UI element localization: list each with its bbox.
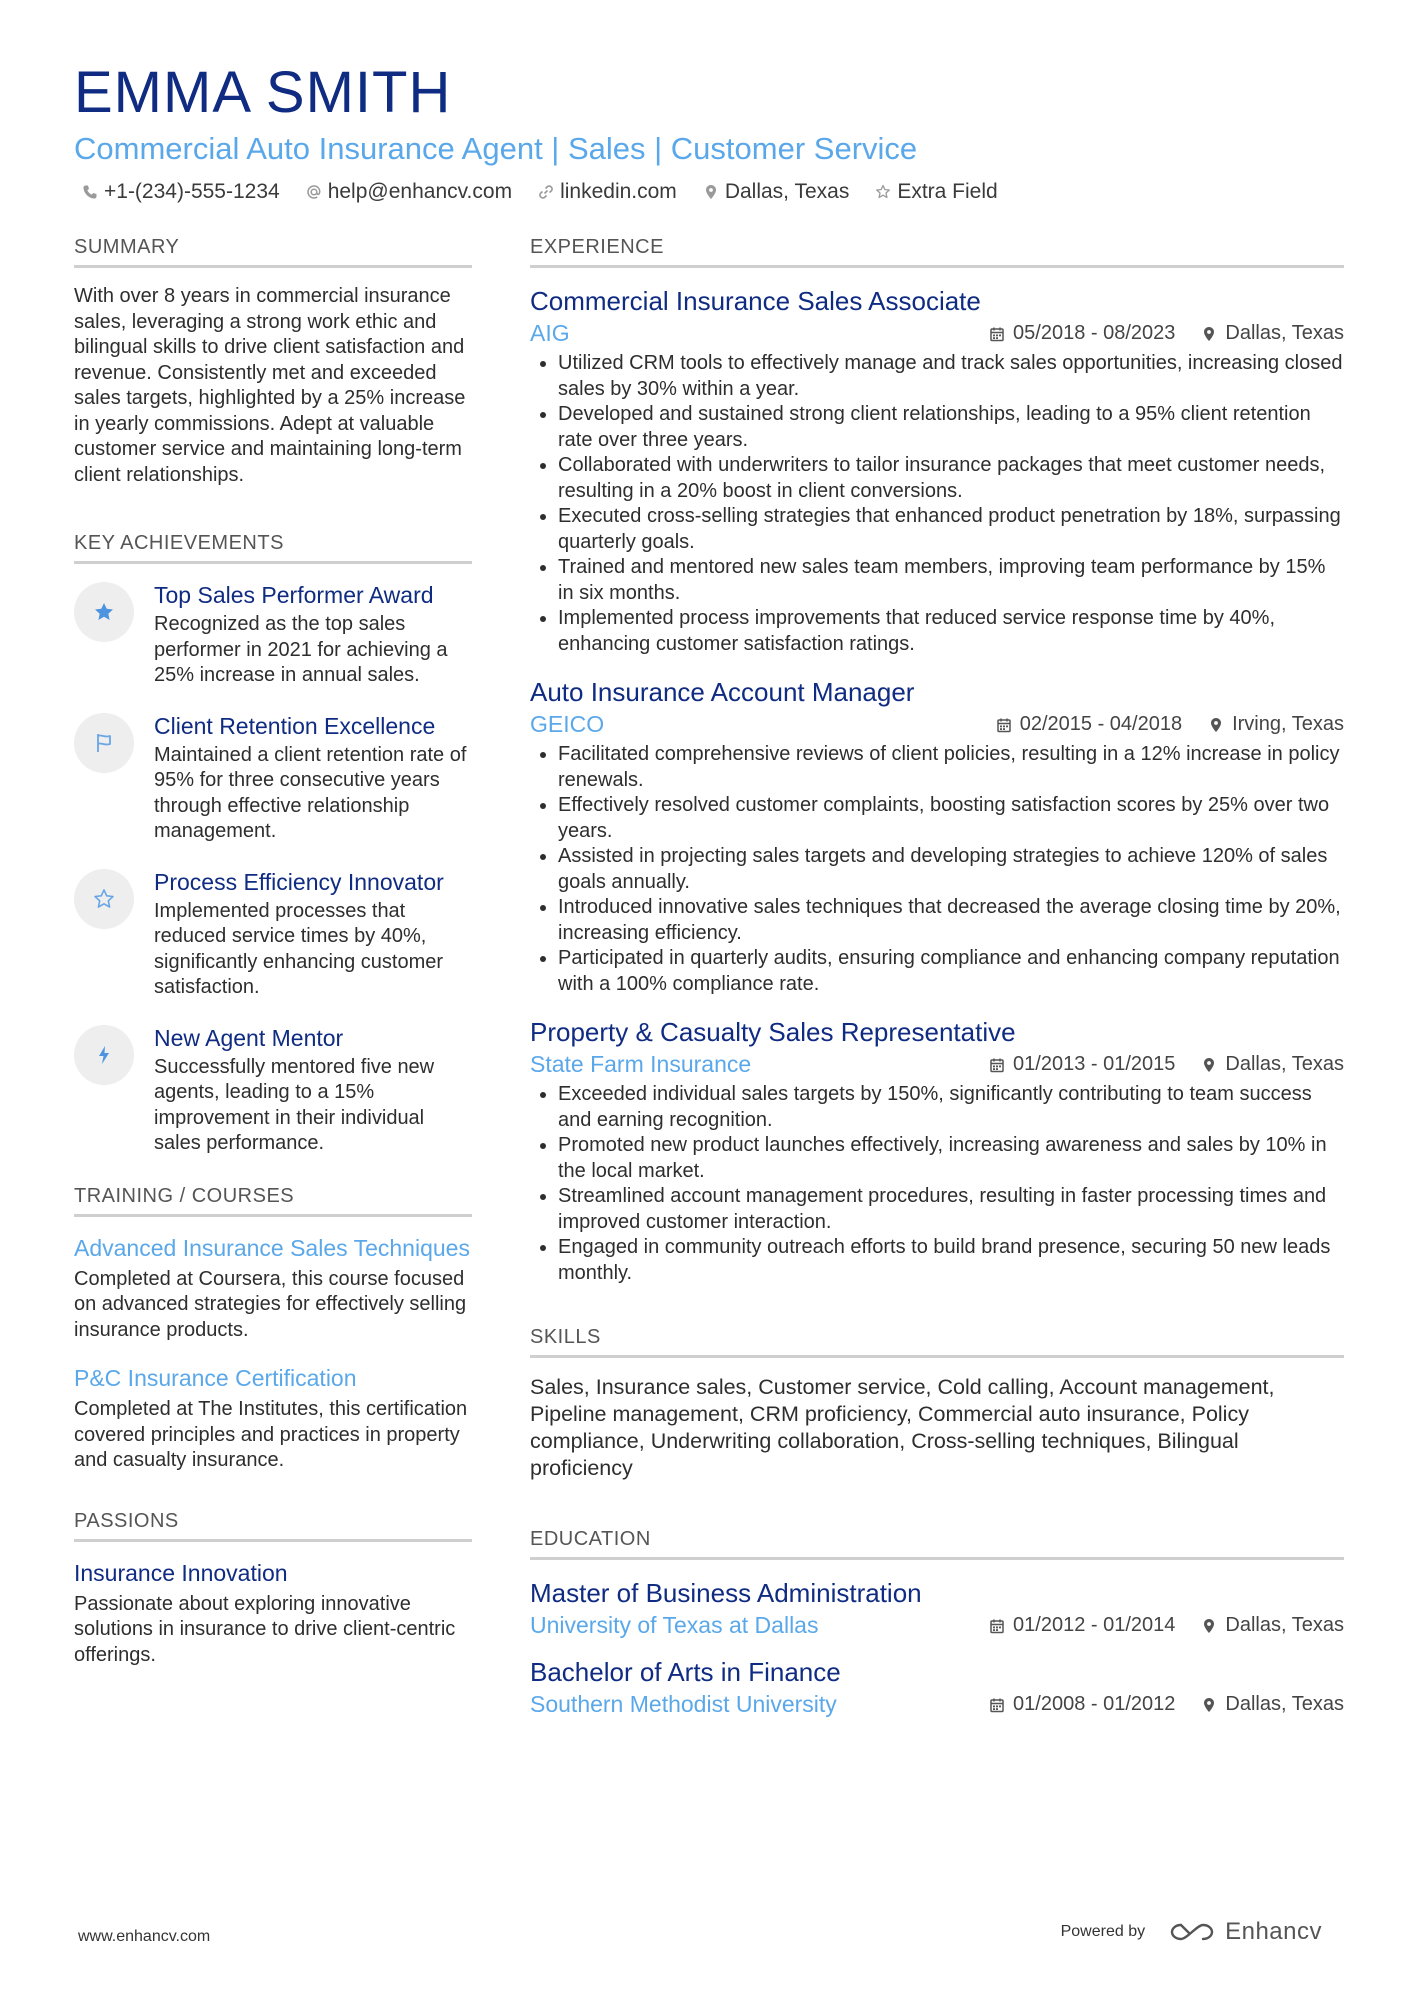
experience-heading: EXPERIENCE — [530, 236, 1344, 268]
education-school: Southern Methodist University — [530, 1691, 837, 1717]
footer-branding — [1061, 1918, 1322, 1946]
calendar-icon — [989, 1618, 1005, 1634]
contact-email[interactable] — [306, 180, 512, 204]
achievement-desc: Recognized as the top sales performer in 2021 for achieving a 25% increase in annual sales. — [154, 613, 448, 686]
achievement-item — [74, 867, 472, 1001]
enhancv-logo[interactable] — [1169, 1918, 1322, 1946]
summary-heading: SUMMARY — [74, 236, 472, 268]
resume-header — [74, 60, 1344, 204]
location-pin-icon — [1201, 1057, 1217, 1073]
at-icon — [306, 184, 322, 200]
contact-location — [703, 180, 850, 204]
passion-desc: Passionate about exploring innovative solutions in insurance to drive client-centric offerings. — [74, 1592, 456, 1666]
job-bullet: • Participated in quarterly audits, ensuring compliance and enhancing company reputation with a 100% compliance rate. — [558, 946, 1344, 997]
education-section — [530, 1528, 1344, 1718]
passion-title: Insurance Innovation — [74, 1559, 288, 1586]
education-school: University of Texas at Dallas — [530, 1612, 819, 1638]
job-bullet: • Streamlined account management procedures, resulting in faster processing times and improved customer interaction. — [558, 1184, 1344, 1235]
achievement-desc: Implemented processes that reduced service times by 40%, significantly enhancing customer satisfaction. — [154, 899, 444, 998]
job-bullet: • Executed cross-selling strategies that enhanced product penetration by 18%, surpassing quarterly goals. — [558, 504, 1344, 555]
job-meta — [530, 1051, 1344, 1078]
flag-icon — [74, 713, 134, 773]
achievement-item — [74, 580, 472, 689]
education-location-text: Dallas, Texas — [1225, 1614, 1344, 1636]
job-bullet: • Effectively resolved customer complaints, boosting satisfaction scores by 25% over two years. — [558, 793, 1344, 844]
education-entry — [530, 1576, 1344, 1639]
education-entry — [530, 1655, 1344, 1718]
job-location — [1201, 1053, 1344, 1076]
education-degree: Master of Business Administration — [530, 1578, 922, 1608]
calendar-icon — [989, 1057, 1005, 1073]
contact-extra-field — [875, 180, 997, 204]
location-pin-icon — [1201, 1618, 1217, 1634]
job-meta — [530, 320, 1344, 347]
job-dates — [989, 322, 1175, 345]
job-company: GEICO — [530, 711, 605, 737]
job-location — [1208, 713, 1344, 736]
achievement-desc: Successfully mentored five new agents, leading to a 15% improvement in their individual sales performance. — [154, 1055, 435, 1154]
summary-text: With over 8 years in commercial insurance sales, leveraging a strong work ethic and bilingual skills to drive client satisfaction and revenue. Consistently met and exceeded sales targets, highlighted by a 25% increase in yearly commissions. Adept at valuable customer service and maintaining long-term client relationships. — [74, 285, 466, 486]
achievements-section — [74, 532, 472, 1157]
passions-section — [74, 1510, 472, 1669]
achievement-title: New Agent Mentor — [154, 1024, 344, 1051]
course-desc: Completed at The Institutes, this certification covered principles and practices in property and casualty insurance. — [74, 1398, 468, 1471]
job-bullet: • Promoted new product launches effectively, increasing awareness and sales by 10% in the local market. — [558, 1133, 1344, 1184]
job-bullets — [530, 351, 1344, 657]
experience-section — [530, 236, 1344, 1286]
passions-heading: PASSIONS — [74, 1510, 472, 1542]
course-item — [74, 1233, 472, 1344]
contact-email-text: help@enhancv.com — [327, 180, 513, 203]
summary-section — [74, 236, 472, 488]
job-meta — [530, 711, 1344, 738]
location-pin-icon — [703, 184, 719, 200]
education-meta-right — [989, 1693, 1344, 1716]
achievement-title: Process Efficiency Innovator — [154, 868, 444, 895]
lightning-icon — [74, 1025, 134, 1085]
education-dates — [989, 1614, 1175, 1637]
job-bullet: • Exceeded individual sales targets by 150%, significantly contributing to team success and earning recognition. — [558, 1082, 1344, 1133]
contact-phone-text: +1-(234)-555-1234 — [104, 180, 280, 203]
job-location-text: Dallas, Texas — [1225, 322, 1344, 344]
job-bullets — [530, 742, 1344, 997]
job-entry — [530, 675, 1344, 997]
education-meta — [530, 1612, 1344, 1639]
job-bullet: • Assisted in projecting sales targets and developing strategies to achieve 120% of sales goals annually. — [558, 844, 1344, 895]
job-company: AIG — [530, 320, 570, 346]
left-column — [74, 236, 472, 1668]
job-location-text: Dallas, Texas — [1225, 1053, 1344, 1075]
passion-item — [74, 1558, 472, 1669]
job-bullet: • Collaborated with underwriters to tailor insurance packages that meet customer needs, resulting in a 20% boost in client conversions. — [558, 453, 1344, 504]
job-title: Property & Casualty Sales Representative — [530, 1017, 1016, 1047]
location-pin-icon — [1208, 717, 1224, 733]
location-pin-icon — [1201, 1697, 1217, 1713]
achievements-heading: KEY ACHIEVEMENTS — [74, 532, 472, 564]
job-meta-right — [989, 1053, 1344, 1076]
contact-bar — [74, 180, 1344, 204]
calendar-icon — [989, 1697, 1005, 1713]
achievement-item — [74, 1023, 472, 1157]
job-bullet: • Implemented process improvements that reduced service response time by 40%, enhancing customer satisfaction ratings. — [558, 606, 1344, 657]
job-location — [1201, 322, 1344, 345]
star-icon — [875, 184, 891, 200]
candidate-name: EMMA SMITH — [74, 60, 452, 125]
candidate-title: Commercial Auto Insurance Agent | Sales | Customer Service — [74, 131, 918, 166]
course-title: Advanced Insurance Sales Techniques — [74, 1234, 470, 1261]
job-dates — [996, 713, 1182, 736]
skills-text: Sales, Insurance sales, Customer service, Cold calling, Account management, Pipeline management, CRM proficiency, Commercial auto insurance, Policy compliance, Underwriting collaboration, Cross-selling techniques, Bilingual proficiency — [530, 1375, 1275, 1480]
job-bullets — [530, 1082, 1344, 1286]
skills-section — [530, 1326, 1344, 1482]
training-section — [74, 1185, 472, 1474]
achievement-desc: Maintained a client retention rate of 95% for three consecutive years through effective relationship management. — [154, 743, 467, 842]
education-meta — [530, 1691, 1344, 1718]
job-dates-text: 05/2018 - 08/2023 — [1013, 322, 1176, 344]
powered-by-text: Powered by — [1060, 1923, 1146, 1940]
job-location-text: Irving, Texas — [1232, 713, 1344, 735]
contact-extra-field-text: Extra Field — [897, 180, 998, 203]
education-dates — [989, 1693, 1175, 1716]
job-bullet: • Introduced innovative sales techniques that decreased the average closing time by 20%, increasing efficiency. — [558, 895, 1344, 946]
education-dates-text: 01/2008 - 01/2012 — [1013, 1693, 1176, 1715]
right-column — [530, 236, 1344, 1734]
job-dates — [989, 1053, 1175, 1076]
job-title: Auto Insurance Account Manager — [530, 677, 915, 707]
course-title: P&C Insurance Certification — [74, 1365, 357, 1391]
star-outline-icon — [74, 869, 134, 929]
education-location — [1201, 1693, 1344, 1716]
contact-location-text: Dallas, Texas — [724, 180, 850, 203]
job-bullet: • Trained and mentored new sales team members, improving team performance by 15% in six months. — [558, 555, 1344, 606]
infinity-logo-icon — [1169, 1920, 1215, 1944]
location-pin-icon — [1201, 326, 1217, 342]
star-filled-icon — [74, 582, 134, 642]
calendar-icon — [996, 717, 1012, 733]
education-degree: Bachelor of Arts in Finance — [530, 1657, 841, 1687]
job-company: State Farm Insurance — [530, 1051, 752, 1077]
job-entry — [530, 1015, 1344, 1286]
education-dates-text: 01/2012 - 01/2014 — [1013, 1614, 1176, 1636]
course-desc: Completed at Coursera, this course focused on advanced strategies for effectively selling insurance products. — [74, 1267, 467, 1341]
education-location-text: Dallas, Texas — [1225, 1693, 1344, 1715]
training-heading: TRAINING / COURSES — [74, 1185, 472, 1217]
skills-heading: SKILLS — [530, 1326, 1344, 1358]
job-bullet: • Utilized CRM tools to effectively manage and track sales opportunities, increasing closed sales by 30% within a year. — [558, 351, 1344, 402]
achievement-title: Client Retention Excellence — [154, 712, 436, 739]
education-heading: EDUCATION — [530, 1528, 1344, 1560]
contact-phone[interactable] — [82, 180, 280, 204]
job-entry — [530, 284, 1344, 657]
achievement-item — [74, 711, 472, 845]
contact-linkedin-text: linkedin.com — [560, 180, 677, 203]
footer-website[interactable]: www.enhancv.com — [78, 1928, 211, 1945]
education-meta-right — [989, 1614, 1344, 1637]
achievement-title: Top Sales Performer Award — [154, 582, 434, 608]
job-dates-text: 02/2015 - 04/2018 — [1019, 713, 1183, 735]
job-meta-right — [996, 713, 1344, 736]
job-meta-right — [989, 322, 1344, 345]
job-bullet: • Engaged in community outreach efforts to build brand presence, securing 50 new leads monthly. — [558, 1235, 1344, 1286]
job-bullet: • Facilitated comprehensive reviews of client policies, resulting in a 12% increase in policy renewals. — [558, 742, 1344, 793]
phone-icon — [82, 184, 98, 200]
job-dates-text: 01/2013 - 01/2015 — [1013, 1053, 1176, 1075]
education-location — [1201, 1614, 1344, 1637]
link-icon — [538, 184, 554, 200]
calendar-icon — [989, 326, 1005, 342]
job-bullet: • Developed and sustained strong client relationships, leading to a 95% client retention rate over three years. — [558, 402, 1344, 453]
course-item — [74, 1363, 472, 1474]
brand-name: Enhancv — [1225, 1918, 1322, 1945]
job-title: Commercial Insurance Sales Associate — [530, 286, 981, 316]
contact-linkedin[interactable] — [538, 180, 677, 204]
